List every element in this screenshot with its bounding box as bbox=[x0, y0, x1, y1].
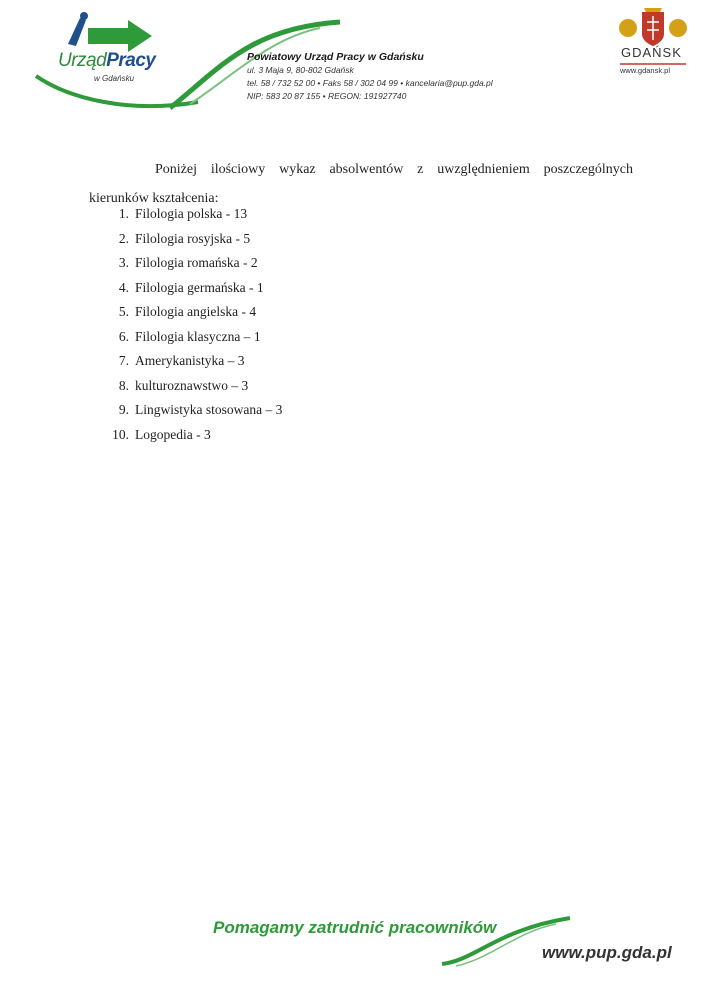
list-item-text: Filologia polska - 13 bbox=[135, 206, 248, 221]
list-item bbox=[101, 398, 282, 423]
logo-wordmark bbox=[58, 50, 155, 72]
office-address: ul. 3 Maja 9, 80-802 Gdańsk bbox=[247, 65, 354, 75]
graduates-list bbox=[101, 202, 282, 447]
list-item bbox=[101, 349, 282, 374]
footer-website[interactable]: www.pup.gda.pl bbox=[542, 943, 672, 962]
list-item-text: Logopedia - 3 bbox=[135, 426, 211, 442]
list-item-number: 4. bbox=[118, 279, 129, 295]
list-item-number: 5. bbox=[118, 304, 129, 319]
list-item-number: 1. bbox=[118, 206, 129, 221]
office-details bbox=[247, 51, 493, 103]
list-item-text: Filologia romańska - 2 bbox=[135, 255, 258, 270]
list-item-text: Filologia klasyczna – 1 bbox=[135, 328, 261, 344]
list-item-text: Filologia rosyjska - 5 bbox=[135, 230, 251, 246]
office-ids: NIP: 583 20 87 155 • REGON: 191927740 bbox=[247, 91, 407, 101]
list-item-text: Amerykanistyka – 3 bbox=[135, 353, 245, 368]
list-item bbox=[101, 227, 282, 252]
list-item bbox=[101, 276, 282, 301]
list-item-text: Filologia germańska - 1 bbox=[135, 279, 264, 295]
logo-word-urzad: Urząd bbox=[58, 50, 107, 71]
list-item-number: 8. bbox=[118, 377, 129, 393]
list-item-number: 6. bbox=[118, 328, 129, 344]
city-name: GDAŃSK bbox=[621, 45, 682, 60]
list-item bbox=[101, 300, 282, 325]
list-item bbox=[101, 325, 282, 350]
office-contact: tel. 58 / 732 52 00 • Faks 58 / 302 04 99 • kancelaria@pup.gda.pl bbox=[247, 78, 493, 88]
list-item-number: 3. bbox=[118, 255, 129, 270]
list-item-number: 9. bbox=[118, 402, 129, 417]
list-item-text: Filologia angielska - 4 bbox=[135, 304, 257, 319]
list-item-number: 2. bbox=[118, 230, 129, 246]
office-name: Powiatowy Urząd Pracy w Gdańsku bbox=[247, 51, 424, 63]
list-item bbox=[101, 202, 282, 227]
list-item-number: 7. bbox=[118, 353, 129, 368]
list-item-number: 10. bbox=[112, 426, 129, 442]
list-item-text: kulturoznawstwo – 3 bbox=[135, 377, 249, 393]
list-item-text: Lingwistyka stosowana – 3 bbox=[135, 402, 283, 417]
list-item bbox=[101, 374, 282, 399]
footer-slogan: Pomagamy zatrudnić pracowników bbox=[213, 918, 497, 937]
city-website: www.gdansk.pl bbox=[620, 66, 671, 75]
intro-paragraph: Poniżej ilościowy wykaz absolwentów z uwzględnieniem poszczególnych kierunków kształcenia: bbox=[89, 162, 633, 206]
logo-word-pracy: Pracy bbox=[106, 50, 156, 71]
logo-subtitle: w Gdańsku bbox=[94, 74, 135, 83]
list-item bbox=[101, 251, 282, 276]
list-item bbox=[101, 423, 282, 448]
